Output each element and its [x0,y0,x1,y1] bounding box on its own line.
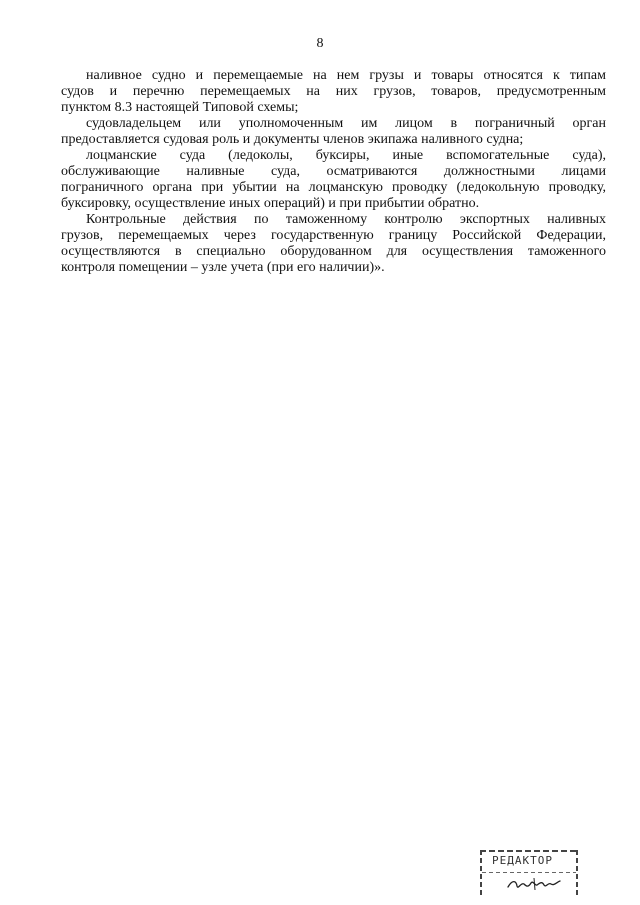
text-line: судовладельцем или уполномоченным им лицом в пограничный орган [86,116,606,131]
text-line: лоцманские суда (ледоколы, буксиры, иные вспомогательные суда), [86,148,606,163]
paragraph [61,116,606,148]
stamp-border [480,850,482,896]
stamp-border [576,850,578,896]
paragraph [61,68,606,116]
text-line: контроля помещении – узле учета (при его наличии)». [61,260,385,275]
text-line: Контрольные действия по таможенному контролю экспортных наливных [86,212,606,227]
page-number: 8 [316,36,324,51]
body-text [61,68,606,276]
paragraph [61,148,606,212]
text-line: буксировку, осуществление иных операций) и при прибытии обратно. [61,196,480,211]
text-line: пограничного органа при убытии на лоцманскую проводку (ледокольную проводку, [61,180,606,195]
text-line: наливное судно и перемещаемые на нем грузы и товары относятся к типам [86,68,606,83]
text-line: пунктом 8.3 настоящей Типовой схемы; [61,100,299,115]
text-line: осуществляются в специально оборудованном для осуществления таможенного [61,244,606,259]
stamp-border [480,850,578,852]
text-line: обслуживающие наливные суда, осматриваются должностными лицами [61,164,606,179]
signature-icon [504,872,564,894]
paragraph [61,212,606,276]
text-line: предоставляется судовая роль и документы членов экипажа наливного судна; [61,132,524,147]
stamp-label: РЕДАКТОР [492,854,553,867]
editor-stamp [480,850,578,896]
text-line: судов и перечню перемещаемых на них грузов, товаров, предусмотренным [61,84,606,99]
text-line: грузов, перемещаемых через государственную границу Российской Федерации, [61,228,606,243]
